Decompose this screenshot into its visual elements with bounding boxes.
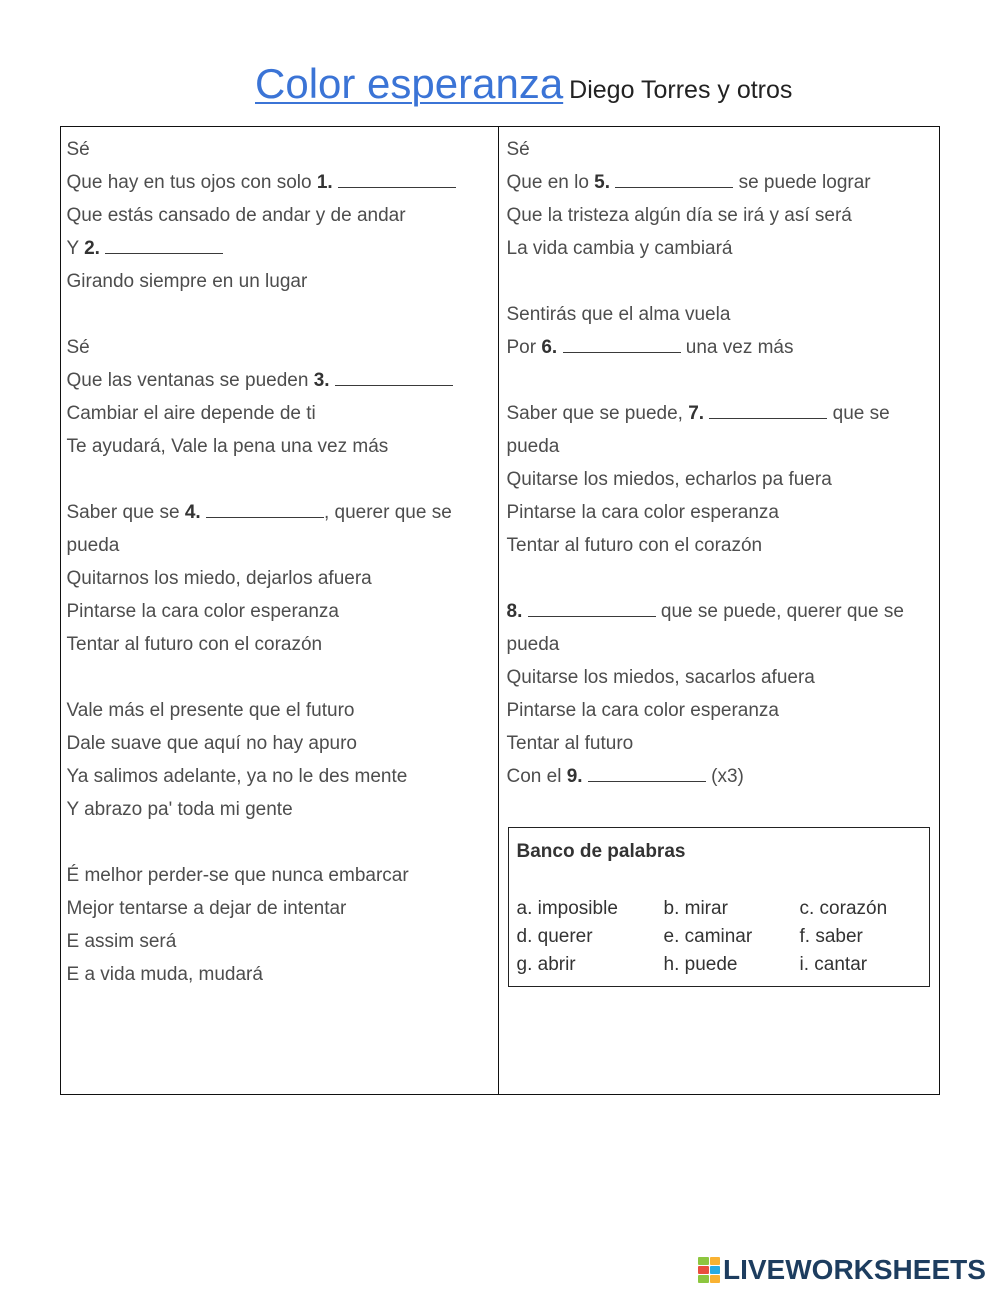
answer-blank-5[interactable] — [615, 171, 733, 188]
word-bank-title: Banco de palabras — [516, 841, 686, 862]
lyric-text: Que hay en tus ojos con solo — [66, 172, 317, 193]
lyric-line-with-blank — [507, 397, 940, 430]
lyrics-column-left — [61, 127, 499, 1094]
answer-blank-4[interactable] — [206, 501, 324, 518]
logo-tile — [710, 1275, 721, 1283]
lyric-text: que se — [827, 403, 890, 424]
lyric-line-with-blank — [507, 760, 940, 793]
lyric-line-with-blank — [67, 166, 499, 199]
blank-number: 4. — [184, 502, 201, 523]
liveworksheets-logo-text: LIVEWORKSHEETS — [723, 1254, 986, 1285]
word-bank-item[interactable]: i. cantar — [799, 954, 868, 975]
answer-blank-8[interactable] — [528, 600, 656, 617]
lyric-line: pueda — [506, 436, 560, 457]
word-bank-item[interactable]: f. saber — [799, 926, 863, 947]
lyric-line: Dale suave que aquí no hay apuro — [66, 733, 357, 754]
lyric-text: Saber que se — [66, 502, 185, 523]
lyric-line: Quitarnos los miedo, dejarlos afuera — [66, 568, 372, 589]
answer-blank-1[interactable] — [338, 171, 456, 188]
word-bank-grid — [517, 895, 929, 979]
word-bank — [508, 827, 930, 987]
lyric-line-with-blank — [67, 232, 499, 265]
word-bank-item[interactable]: h. puede — [663, 954, 738, 975]
word-bank-item[interactable]: e. caminar — [663, 926, 753, 947]
blank-number: 6. — [541, 337, 558, 358]
lyric-line: Pintarse la cara color esperanza — [66, 601, 339, 622]
lyric-text: una vez más — [680, 337, 794, 358]
lyric-line-with-blank — [507, 331, 940, 364]
lyric-line: Te ayudará, Vale la pena una vez más — [66, 436, 389, 457]
answer-blank-3[interactable] — [335, 369, 453, 386]
lyric-text: se puede lograr — [733, 172, 871, 193]
lyric-line: Sé — [66, 139, 90, 160]
lyric-line: La vida cambia y cambiará — [506, 238, 733, 259]
lyric-line: E assim será — [66, 931, 177, 952]
answer-blank-6[interactable] — [563, 336, 681, 353]
lyric-line: Girando siempre en un lugar — [66, 271, 308, 292]
lyric-line: Que estás cansado de andar y de andar — [66, 205, 406, 226]
lyric-text: Y — [66, 238, 85, 259]
stanza — [507, 298, 940, 364]
lyric-text: Por — [506, 337, 542, 358]
lyric-line-with-blank — [67, 364, 499, 397]
stanza — [67, 694, 499, 826]
lyric-text: (x3) — [705, 766, 744, 787]
lyric-text: Con el — [506, 766, 567, 787]
worksheet-header — [255, 60, 792, 108]
lyric-line: Sentirás que el alma vuela — [506, 304, 731, 325]
lyric-text: Que en lo — [506, 172, 595, 193]
word-bank-item[interactable]: d. querer — [516, 926, 593, 947]
stanza — [67, 859, 499, 991]
lyric-line: Mejor tentarse a dejar de intentar — [66, 898, 347, 919]
song-artist: Diego Torres y otros — [569, 76, 793, 104]
lyric-line: Cambiar el aire depende de ti — [66, 403, 316, 424]
answer-blank-2[interactable] — [105, 237, 223, 254]
blank-number: 9. — [566, 766, 583, 787]
lyric-line: Sé — [66, 337, 90, 358]
lyric-line: Que la tristeza algún día se irá y así será — [506, 205, 852, 226]
lyric-line: Pintarse la cara color esperanza — [506, 502, 779, 523]
lyric-line: Pintarse la cara color esperanza — [506, 700, 779, 721]
blank-number: 8. — [506, 601, 523, 622]
lyric-line: Vale más el presente que el futuro — [66, 700, 355, 721]
lyric-line: pueda — [66, 535, 120, 556]
blank-number: 7. — [688, 403, 705, 424]
logo-tile — [698, 1257, 709, 1265]
logo-tile — [698, 1266, 709, 1274]
stanza — [507, 595, 940, 793]
stanza — [507, 397, 940, 562]
stanza — [67, 331, 499, 463]
lyric-text: Saber que se puede, — [506, 403, 689, 424]
lyric-text: , querer que se — [323, 502, 452, 523]
lyric-line: pueda — [506, 634, 560, 655]
stanza — [67, 496, 499, 661]
stanza — [507, 133, 940, 265]
blank-number: 3. — [313, 370, 330, 391]
lyric-line: Tentar al futuro con el corazón — [66, 634, 323, 655]
lyric-line: Ya salimos adelante, ya no le des mente — [66, 766, 408, 787]
lyric-line: Sé — [506, 139, 530, 160]
liveworksheets-logo-icon — [698, 1257, 720, 1284]
lyric-line: Quitarse los miedos, sacarlos afuera — [506, 667, 815, 688]
stanza — [67, 133, 499, 298]
lyric-line-with-blank — [507, 595, 940, 628]
liveworksheets-logo[interactable] — [698, 1254, 986, 1286]
answer-blank-9[interactable] — [588, 765, 706, 782]
word-bank-item[interactable]: b. mirar — [663, 898, 728, 919]
logo-tile — [698, 1275, 709, 1283]
lyric-line: Quitarse los miedos, echarlos pa fuera — [506, 469, 832, 490]
word-bank-item[interactable]: a. imposible — [516, 898, 618, 919]
lyric-line: E a vida muda, mudará — [66, 964, 263, 985]
lyric-text: Que las ventanas se pueden — [66, 370, 314, 391]
lyric-text: que se puede, querer que se — [655, 601, 904, 622]
song-title: Color esperanza — [255, 60, 564, 107]
blank-number: 1. — [316, 172, 333, 193]
lyrics-column-right — [499, 127, 939, 1094]
blank-number: 2. — [84, 238, 100, 259]
lyric-line: É melhor perder-se que nunca embarcar — [66, 865, 409, 886]
lyrics-table — [60, 126, 940, 1095]
lyric-line-with-blank — [67, 496, 499, 529]
word-bank-item[interactable]: g. abrir — [516, 954, 576, 975]
logo-tile — [710, 1257, 721, 1265]
blank-number: 5. — [594, 172, 611, 193]
logo-tile — [710, 1266, 721, 1274]
lyric-line: Y abrazo pa' toda mi gente — [66, 799, 293, 820]
lyric-line-with-blank — [507, 166, 940, 199]
lyric-line: Tentar al futuro — [506, 733, 634, 754]
word-bank-item[interactable]: c. corazón — [799, 898, 888, 919]
lyric-line: Tentar al futuro con el corazón — [506, 535, 763, 556]
answer-blank-7[interactable] — [709, 402, 827, 419]
